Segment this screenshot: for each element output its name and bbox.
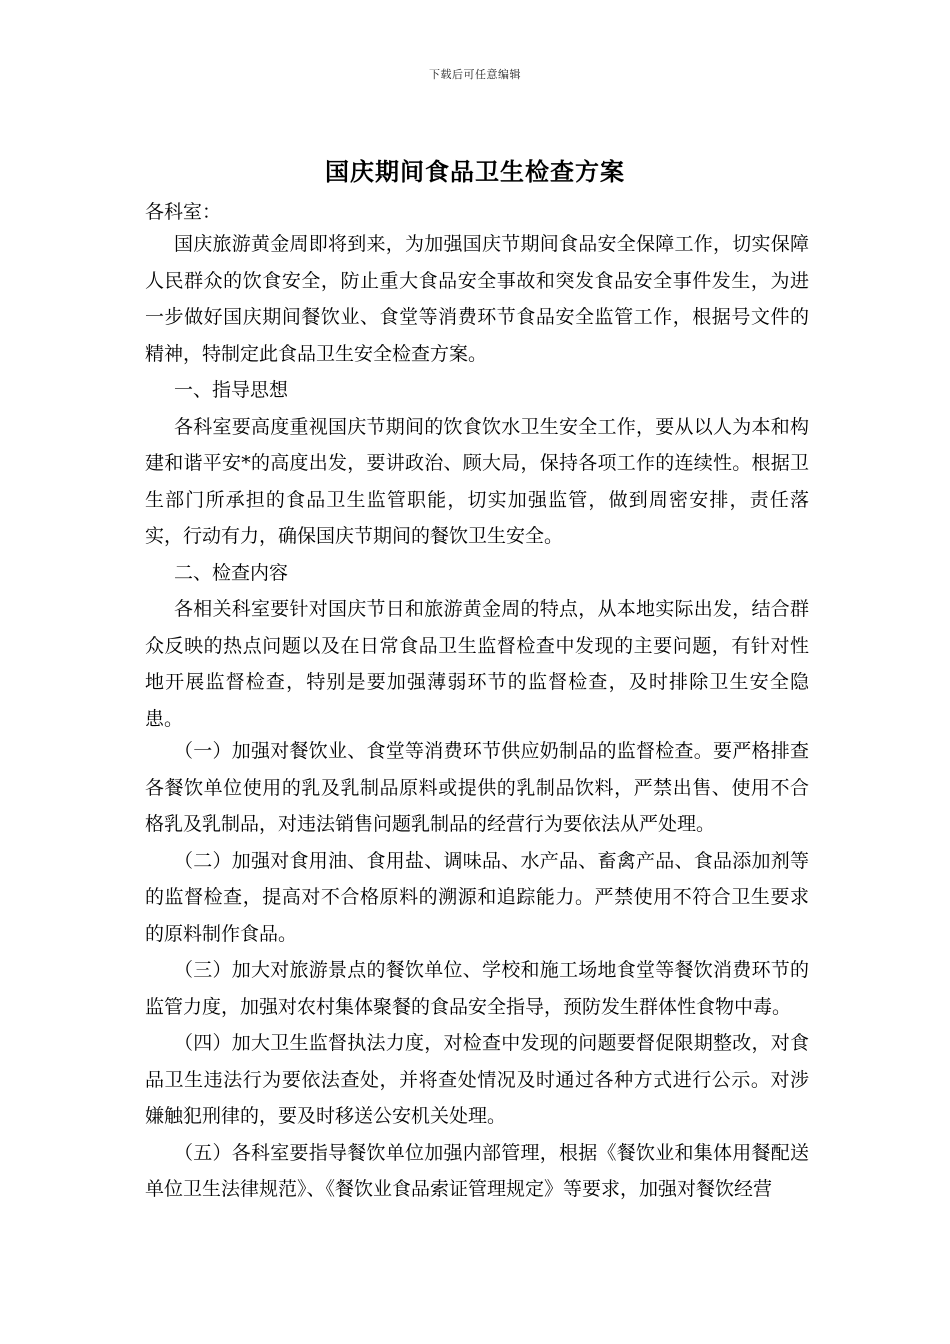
document-title: 国庆期间食品卫生检查方案	[325, 157, 625, 186]
inspection-content-paragraph: 各相关科室要针对国庆节日和旅游黄金周的特点，从本地实际出发，结合群众反映的热点问题以及在日常食品卫生监督检查中发现的主要问题，有针对性地开展监督检查，特别是要加强薄弱环节的监督检查，及时排除卫生安全隐患。	[145, 598, 809, 730]
section-heading-inspection-content: 二、检查内容	[174, 561, 289, 584]
body-section-1	[145, 226, 809, 737]
guiding-ideology-paragraph: 各科室要高度重视国庆节期间的饮食饮水卫生安全工作，要从以人为本和构建和谐平安*的高度出发，要讲政治、顾大局，保持各项工作的连续性。根据卫生部门所承担的食品卫生监管职能，切实加强监管，做到周密安排，责任落实，行动有力，确保国庆节期间的餐饮卫生安全。	[145, 415, 809, 547]
body-section-2	[145, 733, 809, 1208]
item-3-paragraph: （三）加大对旅游景点的餐饮单位、学校和施工场地食堂等餐饮消费环节的监管力度，加强对农村集体聚餐的食品安全指导，预防发生群体性食物中毒。	[145, 959, 809, 1018]
header-note: 下载后可任意编辑	[429, 68, 521, 81]
item-5-paragraph: （五）各科室要指导餐饮单位加强内部管理，根据《餐饮业和集体用餐配送单位卫生法律规范》、《餐饮业食品索证管理规定》等要求，加强对餐饮经营	[145, 1141, 809, 1200]
item-1-paragraph: （一）加强对餐饮业、食堂等消费环节供应奶制品的监督检查。要严格排查各餐饮单位使用的乳及乳制品原料或提供的乳制品饮料，严禁出售、使用不合格乳及乳制品，对违法销售问题乳制品的经营行为要依法从严处理。	[145, 740, 809, 835]
intro-paragraph: 国庆旅游黄金周即将到来，为加强国庆节期间食品安全保障工作，切实保障人民群众的饮食安全，防止重大食品安全事故和突发食品安全事件发生，为进一步做好国庆期间餐饮业、食堂等消费环节食品安全监管工作，根据号文件的精神，特制定此食品卫生安全检查方案。	[145, 233, 809, 365]
section-heading-guiding-ideology: 一、指导思想	[174, 379, 289, 401]
addressee: 各科室：	[145, 201, 222, 223]
item-2-paragraph: （二）加强对食用油、食用盐、调味品、水产品、畜禽产品、食品添加剂等的监督检查，提高对不合格原料的溯源和追踪能力。严禁使用不符合卫生要求的原料制作食品。	[145, 849, 809, 945]
item-4-paragraph: （四）加大卫生监督执法力度，对检查中发现的问题要督促限期整改，对食品卫生违法行为要依法查处，并将查处情况及时通过各种方式进行公示。对涉嫌触犯刑律的，要及时移送公安机关处理。	[145, 1032, 809, 1127]
